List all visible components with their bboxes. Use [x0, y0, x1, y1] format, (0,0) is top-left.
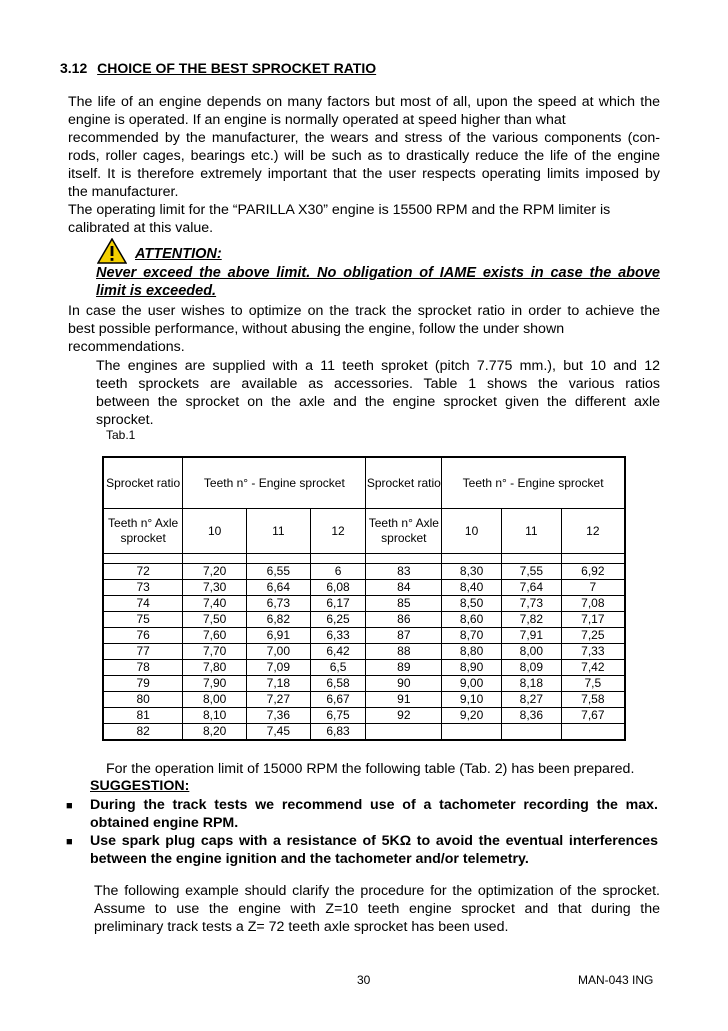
header-teeth-12: 12	[561, 509, 625, 554]
table-cell: 8,30	[442, 564, 502, 580]
table-cell: 84	[366, 580, 442, 596]
table-cell: 73	[103, 580, 183, 596]
table-cell: 6,17	[310, 596, 366, 612]
table-cell: 8,00	[501, 644, 561, 660]
table-header-row	[103, 457, 625, 509]
attention-header	[97, 236, 222, 264]
bullet-square-icon: ■	[66, 836, 73, 848]
table-cell: 8,00	[183, 692, 247, 708]
example-line: Assume to use the engine with Z=10 teeth engine sprocket and that during the	[94, 901, 660, 917]
table-cell: 7,09	[246, 660, 310, 676]
table-cell: 78	[103, 660, 183, 676]
section-heading	[60, 60, 376, 76]
table-cell: 7,08	[561, 596, 625, 612]
table-cell: 72	[103, 564, 183, 580]
table-cell: 8,60	[442, 612, 502, 628]
table-cell: 7,60	[183, 628, 247, 644]
table-cell: 9,00	[442, 676, 502, 692]
table-cell: 8,90	[442, 660, 502, 676]
table-cell: 6,58	[310, 676, 366, 692]
table-cell: 7	[561, 580, 625, 596]
header-sprocket-ratio: Sprocket ratio	[103, 457, 183, 509]
header-engine-sprocket: Teeth n° - Engine sprocket	[442, 457, 625, 509]
section-number: 3.12	[60, 60, 88, 76]
table-cell	[501, 724, 561, 741]
operation-note: For the operation limit of 15000 RPM the following table (Tab. 2) has been prepared.	[106, 761, 635, 777]
section-title: CHOICE OF THE BEST SPROCKET RATIO	[97, 60, 377, 76]
header-axle-sprocket: Teeth n° Axle sprocket	[366, 509, 442, 554]
table-row	[103, 644, 625, 660]
supply-line: between the sprocket on the axle and the engine sprocket given the different axle	[96, 394, 660, 410]
suggestion-bullet	[66, 796, 658, 832]
table-row	[103, 596, 625, 612]
intro-line: rods, roller cages, bearings etc.) will be such as to drastically reduce the life of the engine	[68, 148, 660, 164]
table-cell: 7,18	[246, 676, 310, 692]
table-spacer-row	[103, 554, 625, 564]
table-cell: 7,5	[561, 676, 625, 692]
suggestion-title: SUGGESTION:	[90, 778, 190, 794]
table-cell: 89	[366, 660, 442, 676]
table-cell: 8,70	[442, 628, 502, 644]
table-cell: 7,70	[183, 644, 247, 660]
example-line: The following example should clarify the procedure for the optimization of the sprocket.	[94, 883, 660, 899]
table-cell: 7,67	[561, 708, 625, 724]
optimize-paragraph	[68, 302, 660, 356]
table-cell: 6	[310, 564, 366, 580]
table-row	[103, 692, 625, 708]
header-engine-sprocket: Teeth n° - Engine sprocket	[183, 457, 366, 509]
example-paragraph	[94, 882, 660, 936]
bullet-text: Use spark plug caps with a resistance of 5KΩ to avoid the eventual interferences between the engine ignition and the tachometer and/or telemetry.	[90, 833, 658, 867]
table-cell: 8,36	[501, 708, 561, 724]
example-line: preliminary track tests a Z= 72 teeth axle sprocket has been used.	[94, 919, 509, 935]
table-cell: 7,33	[561, 644, 625, 660]
intro-line: calibrated at this value.	[68, 220, 214, 236]
table-cell: 7,45	[246, 724, 310, 741]
table-row	[103, 660, 625, 676]
table-cell: 7,80	[183, 660, 247, 676]
intro-line: The life of an engine depends on many factors but most of all, upon the speed at which the	[68, 94, 660, 110]
intro-line: recommended by the manufacturer, the wears and stress of the various components (con-	[68, 130, 660, 146]
suggestion-bullet	[66, 832, 658, 868]
table-cell: 6,91	[246, 628, 310, 644]
table-cell: 6,42	[310, 644, 366, 660]
header-teeth-12: 12	[310, 509, 366, 554]
table-cell: 8,50	[442, 596, 502, 612]
table-cell: 6,67	[310, 692, 366, 708]
supply-line: teeth sprockets are available as accessories. Table 1 shows the various ratios	[96, 376, 660, 392]
attention-line: limit is exceeded.	[96, 283, 217, 299]
table-row	[103, 676, 625, 692]
optimize-line: In case the user wishes to optimize on the track the sprocket ratio in order to achieve the	[68, 303, 660, 319]
header-sprocket-ratio: Sprocket ratio	[366, 457, 442, 509]
table-cell: 6,25	[310, 612, 366, 628]
table-row	[103, 628, 625, 644]
table-cell: 8,40	[442, 580, 502, 596]
header-teeth-11: 11	[501, 509, 561, 554]
supply-paragraph	[96, 357, 660, 429]
header-teeth-11: 11	[246, 509, 310, 554]
attention-title: ATTENTION:	[135, 246, 222, 262]
table-cell: 87	[366, 628, 442, 644]
supply-line: The engines are supplied with a 11 teeth sproket (pitch 7.775 mm.), but 10 and 12	[96, 358, 660, 374]
table-cell: 79	[103, 676, 183, 692]
header-axle-sprocket: Teeth n° Axle sprocket	[103, 509, 183, 554]
table-cell: 7,25	[561, 628, 625, 644]
table-cell: 74	[103, 596, 183, 612]
table-cell: 7,36	[246, 708, 310, 724]
table-cell: 9,10	[442, 692, 502, 708]
table-row	[103, 612, 625, 628]
table-cell: 7,82	[501, 612, 561, 628]
table-cell: 7,20	[183, 564, 247, 580]
table-cell: 91	[366, 692, 442, 708]
table-row	[103, 580, 625, 596]
table-cell: 85	[366, 596, 442, 612]
warning-triangle-icon	[97, 238, 127, 264]
header-teeth-10: 10	[183, 509, 247, 554]
document-code: MAN-043 ING	[578, 973, 654, 987]
table-cell: 6,33	[310, 628, 366, 644]
intro-line: the manufacturer.	[68, 184, 179, 200]
table-cell: 8,80	[442, 644, 502, 660]
table-subheader-row	[103, 509, 625, 554]
table-cell: 7,90	[183, 676, 247, 692]
page-number: 30	[357, 973, 371, 987]
table-cell: 6,5	[310, 660, 366, 676]
table-cell: 75	[103, 612, 183, 628]
intro-line: engine is operated. If an engine is normally operated at speed higher than what	[68, 112, 566, 128]
table-cell: 6,75	[310, 708, 366, 724]
table-cell: 7,55	[501, 564, 561, 580]
table-cell: 76	[103, 628, 183, 644]
table-cell: 7,27	[246, 692, 310, 708]
table-cell: 6,73	[246, 596, 310, 612]
table-cell: 6,64	[246, 580, 310, 596]
table-cell: 7,64	[501, 580, 561, 596]
table-row	[103, 708, 625, 724]
optimize-line: recommendations.	[68, 339, 185, 355]
table-cell: 7,40	[183, 596, 247, 612]
table-cell: 8,27	[501, 692, 561, 708]
table-cell: 7,42	[561, 660, 625, 676]
table-cell: 7,00	[246, 644, 310, 660]
table-cell: 82	[103, 724, 183, 741]
table-cell: 77	[103, 644, 183, 660]
table-cell: 6,82	[246, 612, 310, 628]
table-cell: 90	[366, 676, 442, 692]
table-cell	[442, 724, 502, 741]
table-cell: 8,18	[501, 676, 561, 692]
table-cell: 88	[366, 644, 442, 660]
table-cell: 8,10	[183, 708, 247, 724]
table-cell	[561, 724, 625, 741]
table-cell: 7,30	[183, 580, 247, 596]
sprocket-ratio-table	[102, 456, 626, 741]
table-cell: 92	[366, 708, 442, 724]
intro-line: itself. It is therefore extremely important that the user respects operating limits imposed by	[68, 166, 660, 182]
bullet-square-icon: ■	[66, 800, 73, 812]
table-cell: 83	[366, 564, 442, 580]
table-cell: 6,55	[246, 564, 310, 580]
table-row	[103, 564, 625, 580]
table-cell: 6,83	[310, 724, 366, 741]
table-cell: 7,50	[183, 612, 247, 628]
intro-paragraph	[68, 93, 660, 237]
table-caption: Tab.1	[106, 428, 136, 442]
bullet-text: During the track tests we recommend use of a tachometer recording the max. obtained engine RPM.	[90, 797, 658, 831]
attention-line: Never exceed the above limit. No obligation of IAME exists in case the above	[96, 265, 660, 281]
table-cell	[366, 724, 442, 741]
table-cell: 6,08	[310, 580, 366, 596]
table-cell: 7,73	[501, 596, 561, 612]
table-cell: 7,91	[501, 628, 561, 644]
table-cell: 8,09	[501, 660, 561, 676]
table-cell: 9,20	[442, 708, 502, 724]
table-cell: 8,20	[183, 724, 247, 741]
table-cell: 7,58	[561, 692, 625, 708]
table-cell: 6,92	[561, 564, 625, 580]
attention-text	[96, 264, 660, 300]
header-teeth-10: 10	[442, 509, 502, 554]
supply-line: sprocket.	[96, 412, 154, 428]
table-row	[103, 724, 625, 741]
intro-line: The operating limit for the “PARILLA X30” engine is 15500 RPM and the RPM limiter is	[68, 202, 611, 218]
table-cell: 7,17	[561, 612, 625, 628]
table-cell: 81	[103, 708, 183, 724]
optimize-line: best possible performance, without abusing the engine, follow the under shown	[68, 321, 565, 337]
table-cell: 80	[103, 692, 183, 708]
table-cell: 86	[366, 612, 442, 628]
